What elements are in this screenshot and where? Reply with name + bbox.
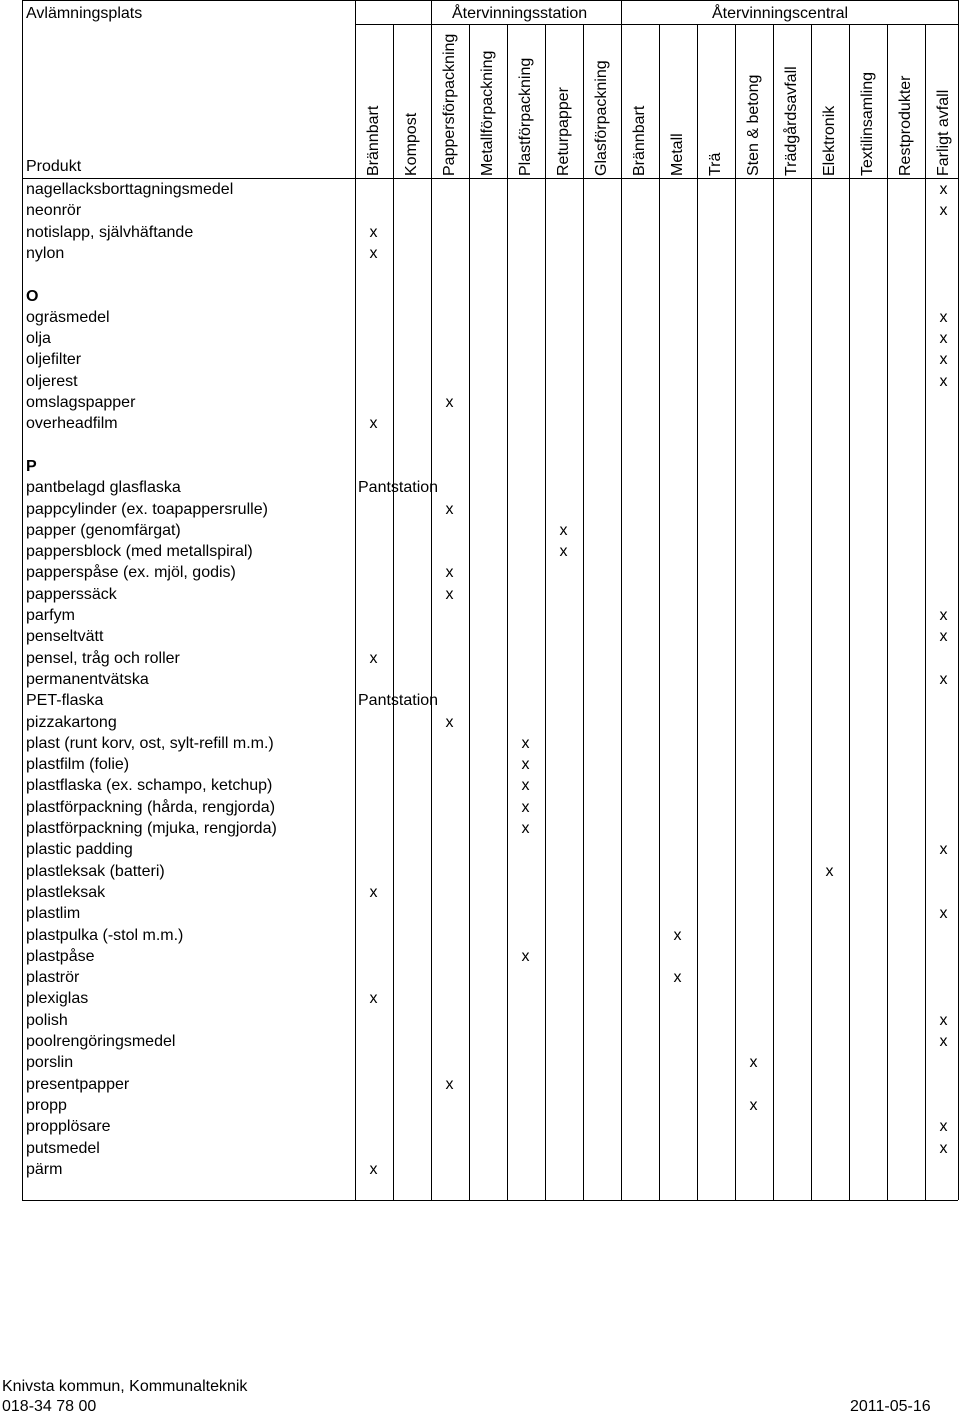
product-name: overheadfilm [26,415,118,433]
disposal-mark: x [521,777,530,795]
disposal-mark: x [445,564,454,582]
disposal-mark: x [369,649,378,667]
product-name: papperspåse (ex. mjöl, godis) [26,564,236,582]
disposal-mark: x [369,223,378,241]
product-name: pizzakartong [26,713,117,731]
column-header: Plastförpackning [517,57,534,176]
column-header: Elektronik [821,105,838,176]
grid-hline [22,1200,958,1201]
column-header: Brännbart [631,105,648,176]
column-header: Brännbart [365,105,382,176]
disposal-mark: x [521,820,530,837]
disposal-mark: x [521,734,530,752]
disposal-mark: x [939,1118,948,1136]
product-name: omslagspapper [26,394,136,411]
column-header: Kompost [403,112,420,176]
product-name: pensel, tråg och roller [26,649,180,667]
product-name: notislapp, självhäftande [26,223,194,241]
product-name: propp [26,1096,67,1114]
group-header-atervinningsstation: Återvinningsstation [452,5,588,22]
product-name: putsmedel [26,1139,100,1157]
disposal-mark: x [673,969,682,987]
product-name: plastleksak (batteri) [26,862,165,880]
footer-date: 2011-05-16 [850,1398,931,1415]
grid-vline [583,24,584,1200]
product-name: plast (runt korv, ost, sylt-refill m.m.) [26,734,274,752]
grid-vline [659,24,660,1200]
disposal-mark: x [939,670,948,688]
product-name: plastpåse [26,947,95,965]
row-note: Pantstation [358,479,439,497]
disposal-mark: x [445,394,454,411]
disposal-mark: x [369,415,378,433]
product-name: plexiglas [26,990,89,1008]
product-name: oljefilter [26,351,82,369]
grid-vline [697,24,698,1200]
product-name: plastfilm (folie) [26,756,130,774]
grid-vline [355,0,356,1200]
column-header: Metall [669,133,686,176]
product-name: permanentvätska [26,670,149,688]
disposal-mark: x [445,585,454,603]
column-header: Trädgårdsavfall [783,66,800,176]
product-name: pappersblock (med metallspiral) [26,543,253,561]
recycling-table [22,0,959,1200]
product-name: pantbelagd glasflaska [26,479,181,497]
product-name: plastic padding [26,841,133,859]
disposal-mark: x [445,500,454,518]
product-name: ogräsmedel [26,308,110,326]
product-name: propplösare [26,1118,111,1136]
disposal-mark: x [445,713,454,731]
disposal-mark: x [559,521,568,539]
grid-vline [811,24,812,1200]
product-name: presentpapper [26,1075,130,1093]
product-name: plastleksak [26,883,106,901]
group-header-atervinningscentral: Återvinningscentral [712,5,849,22]
product-name: plastflaska (ex. schampo, ketchup) [26,777,273,795]
product-name: polish [26,1011,68,1029]
disposal-mark: x [939,841,948,859]
disposal-mark: x [521,798,530,816]
product-name: olja [26,330,51,348]
column-header: Metallförpackning [479,50,496,176]
grid-hline [355,24,958,25]
product-name: oljerest [26,372,78,390]
disposal-mark: x [939,330,948,348]
product-name: plastförpackning (mjuka, rengjorda) [26,820,277,837]
disposal-mark: x [673,926,682,944]
column-header: Sten & betong [745,74,762,176]
product-name: poolrengöringsmedel [26,1033,176,1050]
disposal-mark: x [939,607,948,624]
disposal-mark: x [521,756,530,774]
disposal-mark: x [939,308,948,326]
product-name: pärm [26,1160,63,1178]
grid-vline [621,0,622,1200]
column-header: Returpapper [555,87,572,176]
disposal-mark: x [521,947,530,965]
grid-vline [849,24,850,1200]
product-name: papper (genomfärgat) [26,521,181,539]
disposal-mark: x [939,181,948,198]
disposal-mark: x [369,883,378,901]
product-column-header: Produkt [26,158,82,175]
disposal-mark: x [749,1054,758,1072]
product-name: papperssäck [26,585,117,603]
product-name: parfym [26,607,75,624]
disposal-mark: x [939,1011,948,1029]
product-name: pappcylinder (ex. toapappersrulle) [26,500,268,518]
group-header-avlamningsplats: Avlämningsplats [26,5,143,22]
disposal-mark: x [939,372,948,390]
disposal-mark: x [369,990,378,1008]
column-header: Pappersförpackning [441,33,458,176]
column-header: Restprodukter [897,75,914,176]
disposal-mark: x [445,1075,454,1093]
product-name: plastpulka (-stol m.m.) [26,926,184,944]
product-name: nylon [26,244,65,262]
disposal-mark: x [369,1160,378,1178]
product-name: plastförpackning (hårda, rengjorda) [26,798,276,816]
grid-vline [469,24,470,1200]
grid-vline [545,24,546,1200]
disposal-mark: x [939,628,948,646]
grid-vline [22,0,23,1200]
product-name: nagellacksborttagningsmedel [26,181,234,198]
grid-vline [393,24,394,1200]
grid-vline [735,24,736,1200]
product-name: plastlim [26,905,81,923]
grid-hline [22,0,958,1]
disposal-mark: x [749,1096,758,1114]
disposal-mark: x [939,1139,948,1157]
grid-vline [773,24,774,1200]
row-note: Pantstation [358,692,439,710]
disposal-mark: x [939,351,948,369]
section-letter: P [26,457,37,475]
product-name: neonrör [26,202,82,220]
grid-vline [887,24,888,1200]
product-name: penseltvätt [26,628,104,646]
product-name: porslin [26,1054,74,1072]
disposal-mark: x [559,543,568,561]
disposal-mark: x [939,202,948,220]
disposal-mark: x [939,905,948,923]
footer-org: Knivsta kommun, Kommunalteknik [2,1378,248,1395]
column-header: Glasförpackning [593,60,610,176]
product-name: PET-flaska [26,692,104,710]
disposal-mark: x [825,862,834,880]
column-header: Textilinsamling [859,71,876,176]
disposal-mark: x [939,1033,948,1050]
column-header: Trä [707,152,724,176]
disposal-mark: x [369,244,378,262]
product-name: plaströr [26,969,80,987]
footer-phone: 018-34 78 00 [2,1398,97,1415]
column-header: Farligt avfall [935,89,952,176]
grid-vline [507,24,508,1200]
section-letter: O [26,287,39,305]
